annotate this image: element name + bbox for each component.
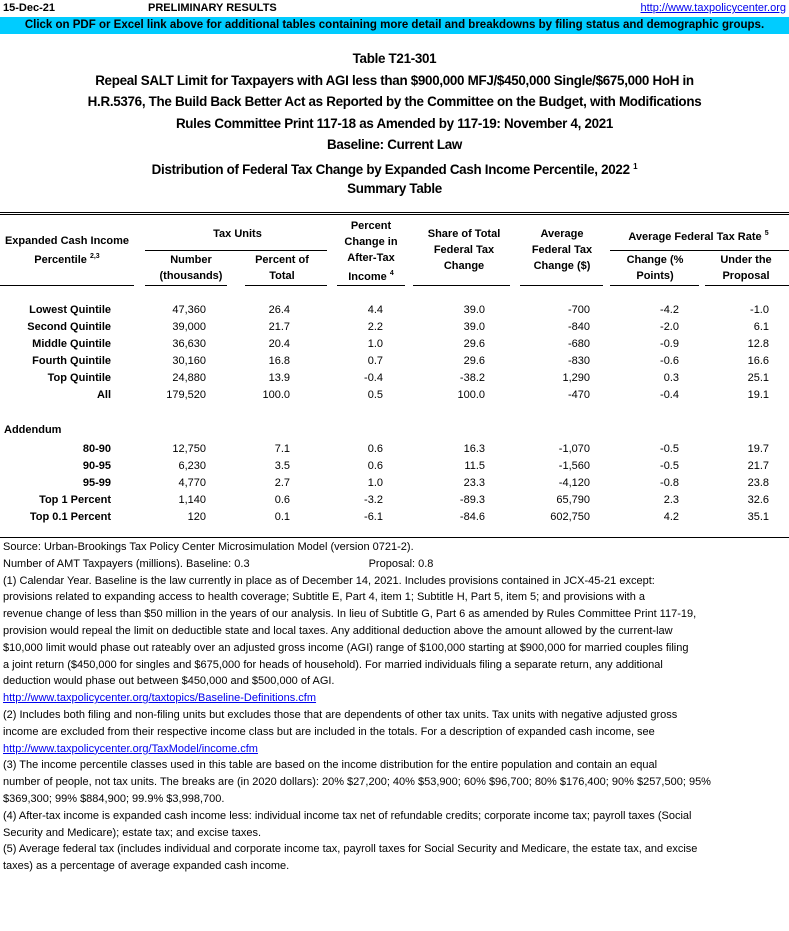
cell-average-change: 65,790 — [556, 494, 590, 506]
distribution-title: Distribution of Federal Tax Change by Expanded Cash Income Percentile, 2022 $^1$ — [151, 161, 638, 177]
cell-share: 39.0 — [463, 321, 485, 333]
summary-title: Summary Table — [347, 180, 442, 196]
cell-percent-total: 7.1 — [274, 443, 290, 455]
cell-average-change: -1,070 — [558, 443, 590, 455]
cell-share: -84.6 — [459, 511, 485, 523]
row-label: 95-99 — [82, 477, 111, 489]
cell-number: 39,000 — [172, 321, 206, 333]
cell-average-change: -4,120 — [558, 477, 590, 489]
header-tax-units: Tax Units — [213, 228, 262, 240]
cell-rate-under: 16.6 — [747, 355, 769, 367]
footnotes — [3, 539, 787, 875]
source-note: Source: Urban-Brookings Tax Policy Center Microsimulation Model (version 0721-2). — [3, 541, 414, 553]
footnote-ref: 1 — [633, 161, 638, 171]
row-label: All — [96, 389, 111, 401]
col-rule — [145, 285, 227, 286]
cell-rate-change: -4.2 — [660, 304, 679, 316]
note-4 — [3, 808, 787, 842]
title-line-3: Rules Committee Print 117-18 as Amended by 117-19: November 4, 2021 — [175, 115, 614, 131]
cell-number: 179,520 — [166, 389, 206, 401]
col-rule — [610, 285, 699, 286]
table-row — [0, 441, 789, 458]
cell-percent-total: 21.7 — [268, 321, 290, 333]
cell-rate-change: 0.3 — [663, 372, 679, 384]
cell-percent-change: -6.1 — [364, 511, 383, 523]
col-rule — [413, 285, 510, 286]
cell-number: 1,140 — [178, 494, 206, 506]
cell-rate-under: 32.6 — [747, 494, 769, 506]
header-average-rate: Average Federal Tax Rate $^5$ — [628, 230, 769, 243]
header-number: Number (thousands) — [159, 254, 223, 282]
table-bottom-rule — [0, 537, 789, 538]
cell-percent-change: 0.6 — [367, 443, 383, 455]
cell-number: 47,360 — [172, 304, 206, 316]
cell-rate-under: 21.7 — [747, 460, 769, 472]
note-line: (3) The income percentile classes used in this table are based on the income distribution for the entire population and contain an equal — [3, 759, 658, 772]
site-link[interactable]: http://www.taxpolicycenter.org — [640, 2, 786, 14]
cell-rate-under: 25.1 — [747, 372, 769, 384]
header-average-change: Average Federal Tax Change ($) — [531, 228, 593, 272]
cell-number: 120 — [187, 511, 206, 523]
cell-number: 12,750 — [172, 443, 206, 455]
cell-number: 30,160 — [172, 355, 206, 367]
cell-rate-change: -0.5 — [660, 443, 679, 455]
cell-share: 16.3 — [463, 443, 485, 455]
note-line: revenue change of less than $50 million in the years of our analysis. In lieu of Subtitle G, Part 6 as amended by Rules Committee Print 117-19, — [3, 608, 697, 621]
cell-percent-total: 0.6 — [274, 494, 290, 506]
note-line: $10,000 limit would phase out rateably over an adjusted gross income (AGI) range of $100,000 starting at $900,000 for married couples filing — [3, 641, 689, 654]
note-2 — [3, 707, 787, 741]
table-row — [0, 370, 789, 387]
cell-percent-change: 0.7 — [367, 355, 383, 367]
cell-rate-under: -1.0 — [750, 304, 769, 316]
cell-rate-under: 19.1 — [747, 389, 769, 401]
preliminary-label: PRELIMINARY RESULTS — [148, 2, 277, 14]
header-share: Share of Total Federal Tax Change — [427, 228, 501, 272]
title-line-2: H.R.5376, The Build Back Better Act as Reported by the Committee on the Budget, with Modifications — [87, 94, 702, 110]
cell-average-change: -830 — [567, 355, 590, 367]
cell-number: 6,230 — [178, 460, 206, 472]
cell-rate-change: -0.4 — [660, 389, 679, 401]
table-row — [0, 475, 789, 492]
cell-average-change: 1,290 — [562, 372, 590, 384]
cell-percent-total: 13.9 — [268, 372, 290, 384]
cell-share: 39.0 — [463, 304, 485, 316]
top-bar — [0, 0, 789, 17]
cell-percent-total: 16.8 — [268, 355, 290, 367]
cell-average-change: -700 — [567, 304, 590, 316]
baseline-definitions-link[interactable]: http://www.taxpolicycenter.org/taxtopics/Baseline-Definitions.cfm — [3, 692, 317, 705]
header-percent-change: Percent Change in After-Tax Income $^4$ — [344, 220, 398, 283]
cell-percent-total: 100.0 — [262, 389, 290, 401]
note-line: (2) Includes both filing and non-filing units but excludes those that are dependents of other tax units. Tax units with negative adjusted gross — [3, 708, 678, 721]
col-rule — [705, 285, 789, 286]
baseline-title: Baseline: Current Law — [326, 137, 463, 153]
cell-rate-under: 12.8 — [747, 338, 769, 350]
cell-rate-under: 23.8 — [747, 477, 769, 489]
table-row — [0, 509, 789, 526]
cell-percent-total: 0.1 — [274, 511, 290, 523]
cell-rate-change: -2.0 — [660, 321, 679, 333]
table-id: Table T21-301 — [352, 51, 437, 66]
header-rate-change: Change (% Points) — [626, 254, 684, 282]
cell-percent-change: 4.4 — [367, 304, 383, 316]
cell-rate-under: 35.1 — [747, 511, 769, 523]
table-row — [0, 336, 789, 353]
cell-share: 23.3 — [463, 477, 485, 489]
cell-rate-change: 2.3 — [663, 494, 679, 506]
table-top-rule — [0, 212, 789, 215]
row-label: 80-90 — [82, 443, 111, 455]
cell-percent-change: -3.2 — [364, 494, 383, 506]
note-line: a joint return ($450,000 for singles and $675,000 for heads of household). For married individuals filing a separate return, any additional — [3, 658, 663, 671]
note-line: Security and Medicare); estate tax; and excise taxes. — [3, 826, 262, 839]
note-line: (1) Calendar Year. Baseline is the law currently in place as of December 14, 2021. Includes provisions contained in JCX-45-21 except: — [3, 574, 655, 587]
info-banner: Click on PDF or Excel link above for additional tables containing more detail and breakdowns by filing status and demographic groups. — [0, 17, 789, 34]
cell-share: 100.0 — [457, 389, 485, 401]
row-label: 90-95 — [82, 460, 111, 472]
note-line: provisions related to expanding access to health coverage; Subtitle E, Part 4, item 1; Subtitle H, Part 5, item 5; and provisions with a — [3, 591, 646, 604]
note-3 — [3, 757, 787, 807]
cell-share: 11.5 — [464, 460, 485, 472]
note-line: deduction would phase out between $450,000 and $500,000 of AGI. — [3, 675, 335, 688]
cell-share: 29.6 — [463, 355, 485, 367]
cell-number: 4,770 — [178, 477, 206, 489]
cell-average-change: -840 — [567, 321, 590, 333]
table-row — [0, 387, 789, 404]
report-date: 15-Dec-21 — [3, 2, 55, 14]
cell-rate-change: -0.6 — [660, 355, 679, 367]
average-rate-rule — [610, 250, 789, 251]
cell-percent-change: 0.5 — [367, 389, 383, 401]
cell-percent-change: -0.4 — [364, 372, 383, 384]
table-row — [0, 353, 789, 370]
cell-percent-total: 3.5 — [274, 460, 290, 472]
row-label: Top Quintile — [47, 372, 111, 384]
cell-rate-change: -0.5 — [660, 460, 679, 472]
row-label: Top 1 Percent — [39, 494, 111, 506]
cell-number: 24,880 — [172, 372, 206, 384]
row-label: Second Quintile — [27, 321, 111, 333]
row-label: Lowest Quintile — [29, 304, 111, 316]
header-rate-under: Under the Proposal — [720, 254, 772, 282]
cell-share: -38.2 — [459, 372, 485, 384]
cell-share: -89.3 — [459, 494, 485, 506]
note-line: (5) Average federal tax (includes individual and corporate income tax, payroll taxes for Social Security and Medicare, the estate tax, and excise — [3, 843, 698, 856]
col-rule — [0, 285, 134, 286]
row-label: Middle Quintile — [32, 338, 111, 350]
note-line: provision would repeal the limit on deductible state and local taxes. Any additional deduction above the amount allowed by the current-law — [3, 624, 673, 637]
cell-percent-change: 0.6 — [367, 460, 383, 472]
cell-share: 29.6 — [463, 338, 485, 350]
note-line: number of people, not tax units. The breaks are (in 2020 dollars): 20% $27,200; 40% $53,900; 60% $96,700; 80% $176,400; 90% $257,500; 95% — [3, 776, 711, 789]
cell-average-change: -470 — [567, 389, 590, 401]
cell-percent-total: 26.4 — [268, 304, 290, 316]
cell-number: 36,630 — [172, 338, 206, 350]
cell-percent-change: 1.0 — [367, 338, 383, 350]
cell-percent-change: 2.2 — [367, 321, 383, 333]
table-row — [0, 319, 789, 336]
note-line: taxes) as a percentage of average expanded cash income. — [3, 860, 290, 873]
row-label: Fourth Quintile — [32, 355, 111, 367]
table-row — [0, 458, 789, 475]
cell-rate-under: 6.1 — [753, 321, 769, 333]
note-1 — [3, 573, 787, 691]
cell-rate-change: -0.9 — [660, 338, 679, 350]
cell-percent-total: 20.4 — [268, 338, 290, 350]
header-percent-total: Percent of Total — [255, 254, 309, 282]
note-line: income are excluded from their respective income class but are included in the totals. For a description of expanded cash income, see — [3, 725, 655, 738]
note-5 — [3, 841, 787, 875]
tax-units-rule — [145, 250, 327, 251]
cell-percent-total: 2.7 — [274, 477, 290, 489]
col-rule — [337, 285, 405, 286]
amt-note: Number of AMT Taxpayers (millions). Baseline: 0.3 Proposal: 0.8 — [3, 557, 434, 570]
col-rule — [245, 285, 327, 286]
cell-rate-under: 19.7 — [747, 443, 769, 455]
title-line-1: Repeal SALT Limit for Taxpayers with AGI less than $900,000 MFJ/$450,000 Single/$675,000 HoH in — [95, 72, 694, 88]
cell-average-change: -1,560 — [558, 460, 590, 472]
note-line: $369,300; 99% $884,900; 99.9% $3,998,700. — [3, 792, 225, 805]
header-percentile: Expanded Cash Income Percentile $^{2,3}$ — [4, 235, 130, 266]
income-definition-link[interactable]: http://www.taxpolicycenter.org/TaxModel/income.cfm — [3, 742, 258, 755]
cell-rate-change: 4.2 — [663, 511, 679, 523]
table-row — [0, 492, 789, 509]
cell-rate-change: -0.8 — [660, 477, 679, 489]
table-row — [0, 302, 789, 319]
row-label: Top 0.1 Percent — [29, 511, 111, 523]
cell-percent-change: 1.0 — [367, 477, 383, 489]
note-line: (4) After-tax income is expanded cash income less: individual income tax net of refundable credits; corporate income tax; payroll taxes (Social — [3, 809, 692, 822]
cell-average-change: 602,750 — [550, 511, 590, 523]
addendum-label: Addendum — [4, 424, 62, 436]
col-rule — [520, 285, 603, 286]
title-block — [0, 48, 789, 199]
cell-average-change: -680 — [567, 338, 590, 350]
